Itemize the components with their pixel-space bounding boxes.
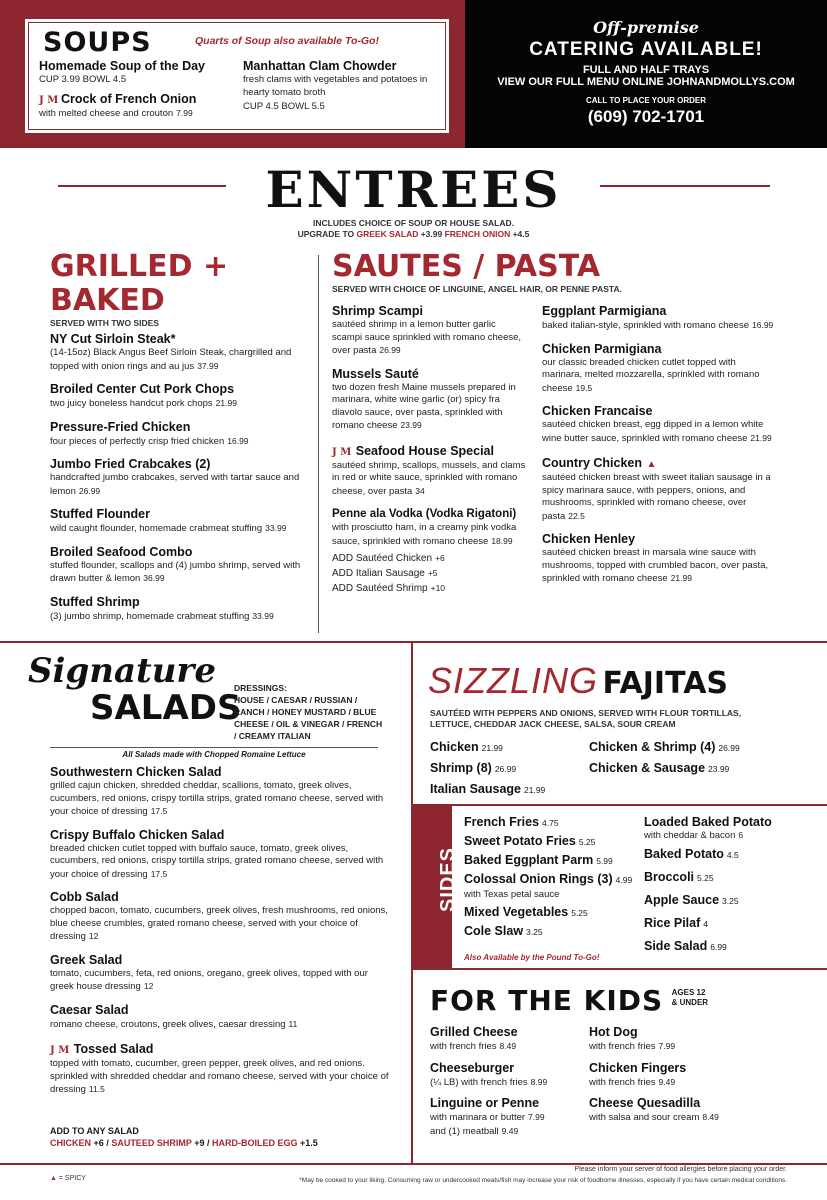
- soup-desc: [39, 107, 239, 121]
- item-desc-text: chopped bacon, tomato, cucumbers, greek olives, fresh mushrooms, red onions, blue cheese crumbles, grated romano cheese, served with your choice of dressing: [50, 905, 388, 942]
- list-item: [50, 1040, 390, 1097]
- item-price: 34: [415, 485, 425, 496]
- item-desc: [50, 780, 390, 819]
- entrees-sub-line2: [0, 229, 827, 240]
- item-desc-text: stuffed flounder, scallops and (4) jumbo shrimp, served with drawn butter & lemon: [50, 559, 301, 584]
- add-on-label: HARD-BOILED EGG: [211, 1138, 298, 1148]
- item-desc-text: (¼ LB) with french fries: [430, 1076, 528, 1088]
- item-desc: [542, 357, 777, 396]
- item-price: 26.99: [718, 743, 740, 753]
- item-price: 26.99: [78, 485, 101, 496]
- salad-add-list: CHICKEN +6 / SAUTEED SHRIMP +9 / HARD-BOILED EGG +1.5: [50, 1138, 318, 1148]
- item-desc-text: baked italian-style, sprinkled with romano cheese: [542, 320, 749, 331]
- item-price: 22.5: [568, 510, 585, 521]
- item-desc-text: (14-15oz) Black Angus Beef Sirloin Steak, chargrilled and topped with onion rings and au jus: [50, 347, 292, 372]
- list-item: [430, 758, 580, 779]
- item-price: 21.99: [750, 432, 772, 443]
- section-divider: [0, 641, 827, 643]
- item-price: 4: [703, 919, 709, 929]
- entrees-sub-line1: INCLUDES CHOICE OF SOUP OR HOUSE SALAD.: [312, 218, 515, 228]
- list-item: [589, 737, 809, 758]
- list-item: [50, 1003, 390, 1032]
- add-on-price: +9: [194, 1138, 205, 1148]
- list-item: [589, 1061, 789, 1090]
- item-name: Pressure-Fried Chicken: [50, 419, 191, 434]
- item-name: Baked Potato: [644, 847, 724, 861]
- list-item: [430, 779, 580, 800]
- list-item: [644, 937, 819, 956]
- item-name: Baked Eggplant Parm: [464, 853, 594, 867]
- item-price: 12: [143, 981, 154, 991]
- kids-ages-1: AGES 12: [671, 988, 706, 997]
- add-on-price: +6: [435, 553, 445, 563]
- item-desc: [589, 1040, 789, 1054]
- soup-desc: CUP 3.99 BOWL 4.5: [39, 74, 127, 85]
- item-name: Chicken Fingers: [589, 1060, 687, 1075]
- item-name: Chicken: [430, 740, 479, 754]
- item-price: 8.99: [530, 1076, 548, 1087]
- item-name: Cobb Salad: [50, 890, 119, 904]
- item-desc-text: tomato, cucumbers, feta, red onions, oregano, greek olives, topped with our greek house dressing: [50, 967, 368, 992]
- item-price: 3.25: [722, 896, 739, 906]
- item-name: Shrimp (8): [430, 761, 492, 775]
- item-desc: [430, 1040, 585, 1054]
- item-price: 4.75: [542, 818, 559, 828]
- list-item: [50, 420, 312, 449]
- item-name: Broccoli: [644, 870, 695, 884]
- item-price: 11.5: [88, 1084, 105, 1094]
- item-desc: [50, 843, 390, 882]
- greek-upgrade-price: +3.99: [418, 229, 445, 239]
- jm-logo-icon: J M: [332, 446, 352, 458]
- sides-tab: [412, 804, 460, 970]
- list-item: [430, 1025, 585, 1054]
- item-desc-text: handcrafted jumbo crabcakes, served with tartar sauce and lemon: [50, 472, 300, 497]
- item-price: 19.5: [575, 382, 593, 393]
- greek-upgrade: GREEK SALAD: [356, 229, 419, 239]
- list-item: [50, 765, 390, 819]
- item-price: 26.99: [379, 345, 401, 355]
- soups-title: SOUPS: [43, 27, 152, 58]
- item-price: 17.5: [150, 806, 168, 816]
- item-name: Mixed Vegetables: [464, 905, 569, 919]
- soup-name: Manhattan Clam Chowder: [243, 59, 397, 73]
- item-name: Side Salad: [644, 939, 708, 953]
- item-desc-text: with marinara or butter: [430, 1112, 526, 1123]
- item-desc-text: with french fries: [589, 1076, 656, 1088]
- item-desc: [589, 1076, 789, 1090]
- salads-rule: [50, 747, 378, 748]
- allergy-notice: Please inform your server of food allergies before placing your order.: [574, 1166, 787, 1173]
- item-price: 7.99: [658, 1041, 676, 1051]
- list-item: [430, 1096, 585, 1138]
- item-name: Chicken & Shrimp (4): [589, 740, 716, 754]
- salads-list: [50, 765, 390, 1106]
- dressings-box: [234, 682, 384, 742]
- item-name: Italian Sausage: [430, 782, 522, 796]
- jm-logo-icon: J M: [39, 94, 59, 106]
- list-item: [589, 1025, 789, 1054]
- item-price: 7.99: [528, 1112, 545, 1122]
- item-price: 5.25: [571, 908, 588, 918]
- kids-title: FOR THE KIDS: [430, 984, 664, 1017]
- list-item: [464, 851, 634, 870]
- list-item: [50, 382, 312, 411]
- item-name: NY Cut Sirloin Steak*: [50, 332, 176, 346]
- list-item: [430, 1061, 585, 1090]
- item-desc-text: sautéed shrimp in a lemon butter garlic scampi sauce sprinkled with romano cheese, over pasta: [332, 319, 522, 356]
- spicy-flame-icon: ▲: [50, 1175, 57, 1182]
- kids-ages: [672, 988, 708, 1008]
- list-item: [332, 367, 528, 433]
- item-name: Linguine or Penne: [430, 1096, 540, 1110]
- fajitas-title-2: FAJITAS: [602, 666, 729, 701]
- list-item: [542, 532, 777, 586]
- catering-line1: Off-premise: [593, 18, 699, 37]
- onion-upgrade: FRENCH ONION: [444, 229, 511, 239]
- item-desc: [50, 347, 312, 373]
- item-desc-text: with french fries: [589, 1041, 656, 1052]
- item-name: Chicken Francaise: [542, 404, 653, 418]
- list-item: [332, 507, 528, 548]
- item-price: 5.25: [578, 837, 596, 847]
- item-name: Jumbo Fried Crabcakes (2): [50, 457, 211, 471]
- item-desc: [50, 397, 312, 411]
- item-desc-text: (3) jumbo shrimp, homemade crabmeat stuffing: [50, 610, 250, 622]
- item-desc: [50, 472, 312, 498]
- item-desc-text: breaded chicken cutlet topped with buffalo sauce, tomato, greek olives, cucumbers, red onions, crispy tortilla strips, grated romano cheese, served with your choice of dressing: [50, 842, 384, 880]
- item-name: Eggplant Parmigiana: [542, 304, 667, 318]
- item-price: 5.99: [596, 856, 613, 866]
- column-divider: [318, 255, 319, 633]
- item-name: Cheeseburger: [430, 1060, 515, 1075]
- list-item: [332, 304, 528, 358]
- sautes-list-right: [542, 304, 777, 595]
- list-item: [644, 845, 819, 864]
- jm-logo-icon: J M: [50, 1045, 70, 1056]
- list-item: [542, 404, 777, 445]
- sautes-title: SAUTES / PASTA: [332, 249, 601, 284]
- item-desc-text: with french fries: [430, 1041, 497, 1052]
- item-price: 9.49: [658, 1076, 676, 1087]
- salad-add-ons: [50, 1125, 400, 1149]
- list-item: [644, 813, 819, 830]
- soups-note: Quarts of Soup also available To-Go!: [195, 35, 379, 47]
- item-name: Mussels Sauté: [332, 366, 419, 381]
- sautes-list-left: [332, 304, 528, 596]
- item-price: 23.99: [400, 420, 422, 430]
- list-item: [430, 737, 580, 758]
- item-desc: [50, 610, 312, 624]
- add-on-label: ADD Italian Sausage: [332, 568, 425, 579]
- item-desc: [542, 472, 777, 523]
- item-price: 26.99: [494, 764, 517, 774]
- list-item: [644, 891, 819, 910]
- item-desc: [332, 382, 528, 433]
- item-desc: [542, 319, 777, 333]
- list-item: [542, 454, 777, 523]
- item-desc-text: wild caught flounder, homemade crabmeat stuffing: [50, 523, 263, 534]
- soup-price: CUP 4.5 BOWL 5.5: [243, 101, 325, 112]
- item-name: Stuffed Flounder: [50, 507, 150, 521]
- item-name: Loaded Baked Potato: [644, 815, 772, 829]
- item-price: 33.99: [265, 523, 287, 533]
- sautes-subtitle: SERVED WITH CHOICE OF LINGUINE, ANGEL HAIR, OR PENNE PASTA.: [332, 284, 622, 294]
- item-desc-text: with prosciutto ham, in a creamy pink vodka sauce, sprinkled with romano cheese: [332, 522, 517, 547]
- footer-divider: [0, 1163, 827, 1165]
- item-price: 4.99: [615, 875, 633, 885]
- soup-name: Crock of French Onion: [60, 91, 197, 106]
- item-price: 21.99: [524, 785, 546, 795]
- add-on-item: [332, 581, 528, 596]
- item-desc: [430, 1111, 585, 1125]
- item-desc: [50, 1018, 390, 1032]
- item-name: Colossal Onion Rings (3): [464, 872, 613, 886]
- entrees-subtitle: [0, 218, 827, 240]
- item-desc-text: two juicy boneless handcut pork chops: [50, 398, 213, 409]
- item-price: 5.25: [697, 873, 714, 883]
- spicy-legend-text: = SPICY: [58, 1175, 86, 1182]
- grilled-section: [50, 250, 312, 632]
- item-desc-text: romano cheese, croutons, greek olives, caesar dressing: [50, 1018, 286, 1030]
- add-on-item: [332, 566, 528, 581]
- item-price: 9.49: [501, 1125, 519, 1136]
- grilled-title: GRILLED + BAKED: [50, 249, 229, 318]
- item-desc-text: and (1) meatball: [430, 1125, 499, 1137]
- item-price: 16.99: [752, 320, 774, 330]
- item-name: Cole Slaw: [464, 924, 524, 938]
- salads-title: SALADS: [90, 688, 242, 728]
- item-desc: [50, 435, 312, 449]
- sides-list-left: [464, 813, 634, 941]
- item-name: Crispy Buffalo Chicken Salad: [50, 827, 225, 842]
- item-desc: [430, 1125, 585, 1139]
- add-on-label: ADD Sautéed Shrimp: [332, 583, 428, 594]
- soup-desc: fresh clams with vegetables and potatoes in hearty tomato broth: [243, 74, 428, 98]
- upgrade-text: UPGRADE TO: [297, 229, 357, 239]
- item-price: 23.99: [708, 764, 730, 774]
- item-desc: [430, 1076, 585, 1090]
- soup-name: Homemade Soup of the Day: [39, 59, 205, 73]
- sides-list-right: [644, 813, 819, 956]
- soups-box: [28, 22, 446, 130]
- list-item: [589, 1096, 789, 1125]
- item-desc-text: our classic breaded chicken cutlet topped with marinara, melted mozzarella, sprinkled with romano cheese: [542, 356, 760, 394]
- item-name: Tossed Salad: [73, 1042, 154, 1056]
- item-desc: with Texas petal sauce: [464, 889, 560, 900]
- salads-title-script: Signature: [28, 651, 216, 691]
- item-name: Apple Sauce: [644, 893, 720, 907]
- item-price: 4.5: [726, 850, 739, 860]
- item-name: Chicken & Sausage: [589, 761, 706, 775]
- list-item: [542, 304, 777, 333]
- add-on-price: +5: [427, 568, 438, 578]
- item-name: Hot Dog: [589, 1025, 638, 1039]
- fajitas-subtitle: SAUTÉED WITH PEPPERS AND ONIONS, SERVED WITH FLOUR TORTILLAS, LETTUCE, CHEDDAR JACK CHEESE, SALSA, SOUR CREAM: [430, 708, 742, 729]
- kids-heading: [430, 984, 810, 1017]
- grilled-list: [50, 332, 312, 623]
- item-desc-text: topped with tomato, cucumber, green pepper, greek olives, and red onions. sprinkled with shredded cheddar and romano cheese, served with your choice of dressing: [50, 1058, 389, 1095]
- item-price: 18.99: [491, 535, 513, 546]
- item-desc-text: sautéed chicken breast, egg dipped in a lemon white wine butter sauce, sprinkled with romano cheese: [542, 419, 764, 444]
- fajitas-title-1: SIZZLING: [428, 660, 599, 701]
- item-desc-text: sautéed shrimp, scallops, mussels, and clams in red or white sauce, sprinkled with romano cheese, over pasta: [332, 459, 526, 497]
- sides-title: SIDES: [437, 846, 460, 913]
- grilled-subtitle: SERVED WITH TWO SIDES: [50, 318, 159, 328]
- list-item: [644, 868, 819, 887]
- item-price: 36.99: [143, 573, 165, 583]
- item-name: Broiled Seafood Combo: [50, 544, 193, 559]
- item-name: Sweet Potato Fries: [464, 834, 576, 848]
- list-item: [50, 595, 312, 624]
- item-price: 8.49: [499, 1041, 517, 1051]
- soup-desc-text: with melted cheese and crouton: [39, 107, 174, 119]
- soup-price: 7.99: [176, 107, 193, 118]
- item-desc: [332, 522, 528, 548]
- item-desc: [50, 522, 312, 536]
- item-price: 6.99: [710, 942, 727, 952]
- kids-list-right: [589, 1025, 789, 1134]
- item-desc: [542, 419, 777, 445]
- onion-upgrade-price: +4.5: [510, 229, 530, 239]
- list-item: [464, 922, 634, 941]
- add-on-item: [332, 551, 528, 566]
- item-price: 11: [288, 1018, 298, 1029]
- catering-call: CALL TO PLACE YOUR ORDER: [585, 96, 706, 105]
- item-desc-text: grilled cajun chicken, shredded cheddar, scallions, tomato, greek olives, cucumbers, red onions, crispy tortilla strips, grated romano cheese, served with your choice of dressing: [50, 780, 384, 817]
- dressings-list: HOUSE / CAESAR / RUSSIAN / RANCH / HONEY MUSTARD / BLUE CHEESE / OIL & VINEGAR / FRENCH / CREAMY ITALIAN: [234, 695, 383, 741]
- item-desc-text: sautéed chicken breast in marsala wine sauce with mushrooms, topped with crumbled bacon, over pasta, sprinkled with romano cheese: [542, 547, 769, 584]
- fajitas-heading: [428, 660, 818, 702]
- catering-panel: [465, 0, 827, 148]
- item-price: 21.99: [670, 573, 692, 583]
- item-price: 37.99: [197, 360, 219, 371]
- item-name: Chicken Parmigiana: [542, 341, 662, 356]
- list-item: [464, 903, 634, 922]
- list-item: [644, 914, 819, 933]
- soup-list-left: [39, 59, 239, 120]
- sautes-section: [332, 250, 802, 294]
- catering-phone-link[interactable]: (609) 702-1701: [587, 107, 705, 126]
- item-desc-text: with salsa and sour cream: [589, 1112, 700, 1123]
- add-on-price: +10: [430, 583, 446, 593]
- item-price: 6: [738, 830, 744, 840]
- dressings-label: DRESSINGS:: [234, 683, 287, 693]
- salads-note: All Salads made with Chopped Romaine Lettuce: [122, 750, 306, 759]
- kids-list-left: [430, 1025, 585, 1147]
- list-item: [50, 545, 312, 586]
- catering-title: CATERING AVAILABLE!: [529, 39, 763, 60]
- item-price: 17.5: [150, 868, 168, 879]
- item-desc: [50, 560, 312, 586]
- list-item: [50, 457, 312, 498]
- fajitas-list-right: [589, 737, 809, 779]
- kids-ages-2: & UNDER: [671, 998, 709, 1007]
- entrees-title: ENTREES: [265, 160, 562, 219]
- list-item: [542, 342, 777, 396]
- item-name: Broiled Center Cut Pork Chops: [50, 382, 235, 396]
- add-on-price: +6: [93, 1138, 104, 1148]
- item-name: Caesar Salad: [50, 1002, 129, 1017]
- add-on-label: ADD Sautéed Chicken: [332, 553, 433, 564]
- add-on-price: +1.5: [299, 1138, 318, 1148]
- list-item: [332, 442, 528, 499]
- item-desc-text: two dozen fresh Maine mussels prepared in marinara, white wine garlic (or) spicy fra diavolo sauce, over pasta, sprinkled with romano cheese: [332, 381, 516, 431]
- raw-food-warning: *May be cooked to your liking. Consuming raw or undercooked meats/fish may increase your risk of foodborne illnesses, especially if you have certain medical conditions.: [299, 1177, 787, 1184]
- item-desc: [50, 905, 390, 944]
- item-price: 3.25: [526, 927, 543, 937]
- item-name: Stuffed Shrimp: [50, 594, 140, 609]
- item-price: 21.99: [481, 743, 503, 753]
- sides-note: Also Available by the Pound To-Go!: [464, 953, 600, 962]
- item-desc-text: sautéed chicken breast with sweet italian sausage in a spicy marinara sauce, with peppers, onions, and mushrooms, sprinkled with romano cheese, over pasta: [542, 472, 771, 522]
- item-price: 12: [88, 931, 99, 941]
- item-name: Penne ala Vodka (Vodka Rigatoni): [332, 508, 517, 520]
- fajitas-list-left: [430, 737, 580, 800]
- list-item: [50, 890, 390, 944]
- item-desc: [542, 547, 777, 586]
- spicy-legend: [50, 1175, 86, 1182]
- item-desc: [332, 460, 528, 499]
- item-desc: [50, 1058, 390, 1097]
- spicy-flame-icon: ▲: [646, 459, 657, 470]
- soup-item: [39, 92, 239, 107]
- add-on-label: CHICKEN: [50, 1138, 92, 1148]
- item-name: Chicken Henley: [542, 532, 636, 546]
- add-on-label: SAUTEED SHRIMP: [111, 1138, 192, 1148]
- item-desc: [50, 968, 390, 994]
- item-name: Grilled Cheese: [430, 1025, 518, 1039]
- item-desc: [644, 830, 819, 841]
- item-name: French Fries: [464, 815, 540, 829]
- list-item: [50, 507, 312, 536]
- item-name: Seafood House Special: [355, 443, 494, 458]
- item-desc-text: four pieces of perfectly crisp fried chicken: [50, 435, 225, 447]
- item-price: 33.99: [252, 610, 274, 621]
- item-name: Cheese Quesadilla: [589, 1096, 701, 1110]
- list-item: [50, 828, 390, 882]
- item-name: Shrimp Scampi: [332, 304, 423, 318]
- item-desc: [589, 1111, 789, 1125]
- soup-list-right: [243, 59, 439, 114]
- list-item: [464, 832, 634, 851]
- item-name: Greek Salad: [50, 952, 123, 967]
- list-item: [50, 332, 312, 373]
- item-price: 21.99: [215, 398, 237, 408]
- item-price: 8.49: [702, 1112, 719, 1122]
- list-item: [50, 953, 390, 994]
- item-name: Country Chicken: [542, 456, 643, 470]
- catering-website-link[interactable]: VIEW OUR FULL MENU ONLINE JOHNANDMOLLYS.COM: [497, 76, 795, 88]
- list-item: [589, 758, 809, 779]
- list-item: [464, 870, 634, 889]
- item-price: 16.99: [227, 435, 249, 446]
- item-name: Southwestern Chicken Salad: [50, 765, 222, 779]
- soups-panel: [0, 0, 465, 148]
- list-item: [464, 813, 634, 832]
- salad-add-label: ADD TO ANY SALAD: [50, 1126, 139, 1136]
- item-desc-text: with cheddar & bacon: [644, 830, 736, 841]
- item-name: Rice Pilaf: [644, 916, 701, 930]
- salads-heading: [28, 651, 242, 728]
- catering-trays: FULL AND HALF TRAYS: [582, 64, 710, 76]
- item-desc: [332, 319, 528, 358]
